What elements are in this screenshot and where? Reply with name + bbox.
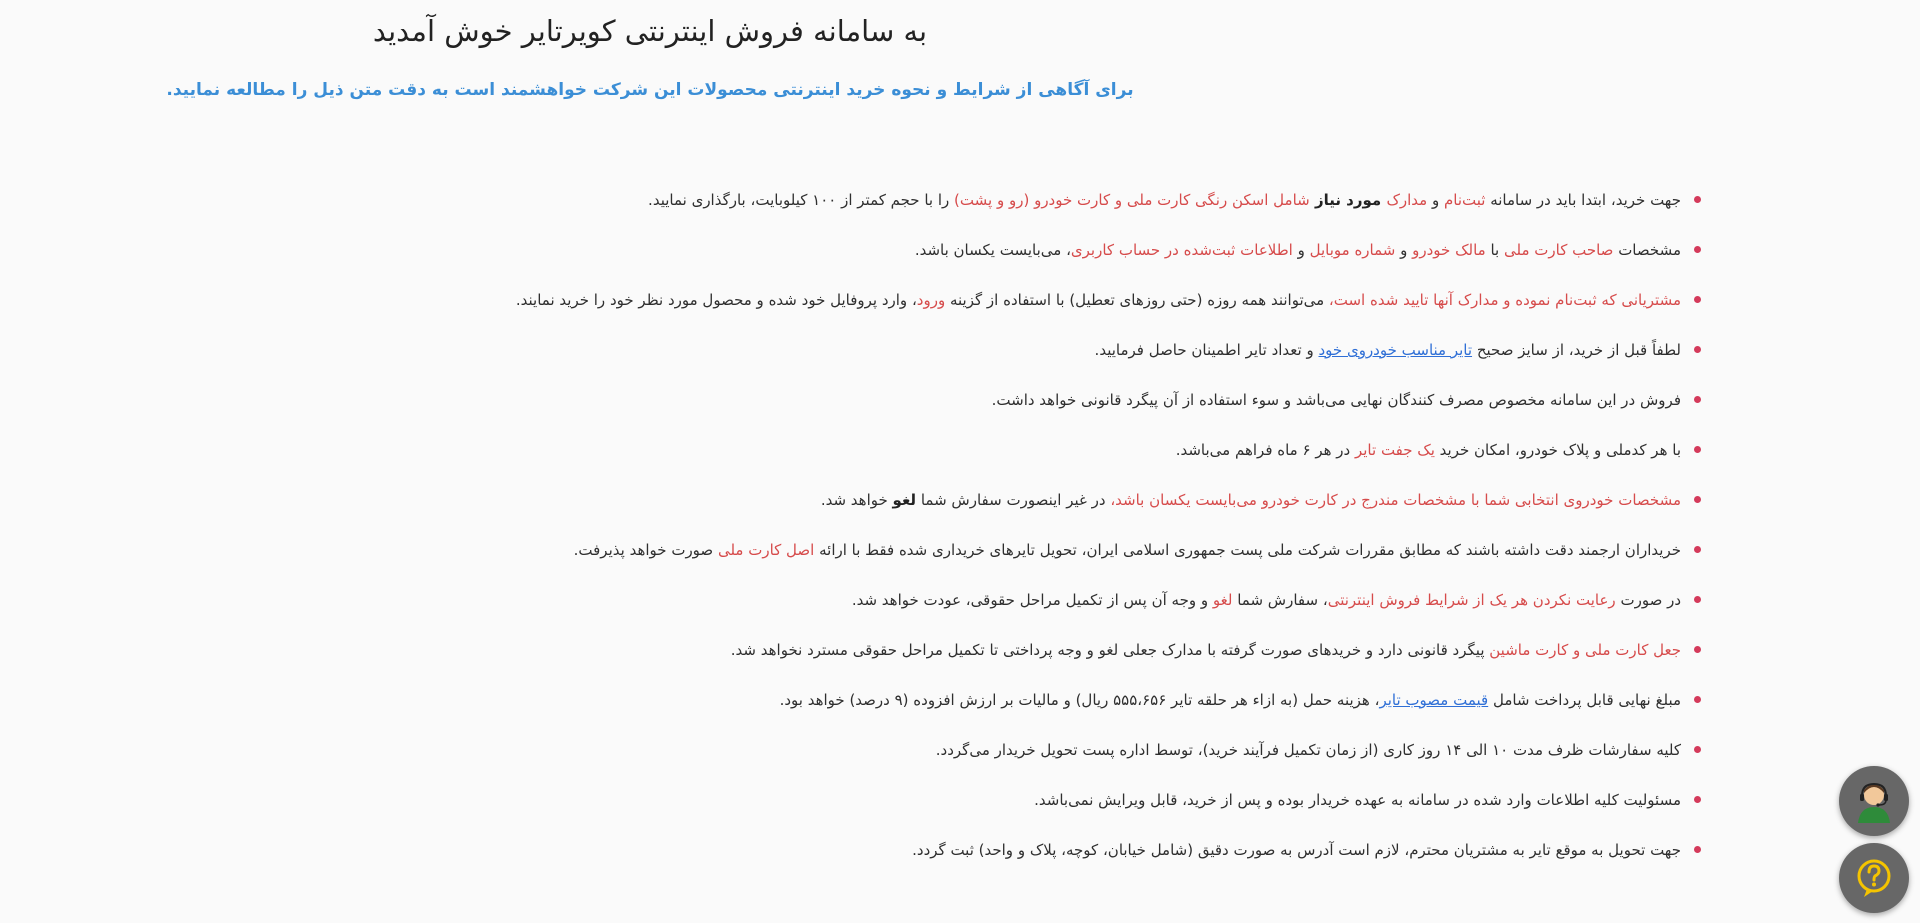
rule-text: لطفاً قبل از خرید، از سایز صحیح — [1472, 341, 1681, 359]
highlight-text: مدارک — [1386, 191, 1428, 209]
bullet-dot — [1694, 246, 1701, 253]
rule-text: پیگرد قانونی دارد و خریدهای صورت گرفته با مدارک جعلی لغو و وجه پرداختی تا تکمیل مراحل حقوقی مسترد نخواهد شد. — [730, 641, 1490, 659]
rule-text: و تعداد تایر اطمینان حاصل فرمایید. — [1094, 341, 1319, 359]
list-item — [215, 690, 1705, 740]
page-title: به سامانه فروش اینترنتی کویرتایر خوش آمدید — [372, 14, 928, 48]
list-item — [215, 340, 1705, 390]
list-item — [215, 290, 1705, 340]
bold-text: لغو — [892, 491, 917, 509]
highlight-text: رعایت نکردن هر یک از شرایط فروش اینترنتی — [1327, 591, 1616, 609]
rule-text: می‌توانند همه روزه (حتی روزهای تعطیل) با استفاده از گزینه — [945, 291, 1329, 309]
highlight-text: مشتریانی که ثبت‌نام نموده و مدارک آنها تایید شده است، — [1328, 291, 1681, 309]
list-item — [215, 590, 1705, 640]
rule-text: و وجه آن پس از تکمیل مراحل حقوقی، عودت خواهد شد. — [851, 591, 1213, 609]
bullet-dot — [1694, 396, 1701, 403]
rule-text: خریداران ارجمند دقت داشته باشند که مطابق مقررات شرکت ملی پست جمهوری اسلامی ایران، تحویل تایرهای خریداری شده فقط با ارائه — [814, 541, 1681, 559]
question-chat-icon — [1852, 856, 1896, 900]
rule-text: مبلغ نهایی قابل پرداخت شامل — [1488, 691, 1681, 709]
list-item — [215, 640, 1705, 690]
rule-text: مشخصات — [1613, 241, 1681, 259]
bullet-dot — [1694, 596, 1701, 603]
rule-text: ، هزینه حمل (به ازاء هر حلقه تایر ۵۵۵،۶۵۶ ریال) و مالیات بر ارزش افزوده (۹ درصد) خواهد بود. — [779, 691, 1380, 709]
highlight-text: صاحب کارت ملی — [1503, 241, 1614, 259]
list-item — [215, 190, 1705, 240]
rule-text: با هر کدملی و پلاک خودرو، امکان خرید — [1434, 441, 1681, 459]
link[interactable]: تایر مناسب خودروی خود — [1318, 341, 1473, 359]
bullet-dot — [1694, 446, 1701, 453]
bullet-dot — [1694, 296, 1701, 303]
bullet-dot — [1694, 546, 1701, 553]
rule-text: با — [1485, 241, 1504, 259]
highlight-text: شماره موبایل — [1309, 241, 1396, 259]
rule-text: و — [1395, 241, 1413, 259]
bold-text: مورد نیاز — [1309, 191, 1387, 209]
bullet-dot — [1694, 346, 1701, 353]
list-item — [215, 790, 1705, 840]
highlight-text: ثبت‌نام — [1443, 191, 1486, 209]
rule-text: کلیه سفارشات ظرف مدت ۱۰ الی ۱۴ روز کاری (از زمان تکمیل فرآیند خرید)، توسط اداره پست تحویل خریدار می‌گردد. — [935, 741, 1681, 759]
rule-text: و — [1427, 191, 1444, 209]
list-item — [215, 540, 1705, 590]
highlight-text: یک جفت تایر — [1354, 441, 1435, 459]
rule-text: را با حجم کمتر از ۱۰۰ کیلوبایت، بارگذاری نمایید. — [648, 191, 955, 209]
highlight-text: مشخصات خودروی انتخابی شما با مشخصات مندرج در کارت خودرو می‌بایست یکسان باشد، — [1110, 491, 1681, 509]
rule-text: در صورت — [1615, 591, 1681, 609]
rule-text: ، می‌بایست یکسان باشد. — [914, 241, 1071, 259]
list-item — [215, 490, 1705, 540]
bullet-dot — [1694, 796, 1701, 803]
rule-text: جهت تحویل به موقع تایر به مشتریان محترم، لازم است آدرس به صورت دقیق (شامل خیابان، کوچه، پلاک و واحد) ثبت گردد. — [912, 841, 1681, 859]
bullet-dot — [1694, 846, 1701, 853]
rule-text: در هر ۶ ماه فراهم می‌باشد. — [1175, 441, 1355, 459]
rule-text: صورت خواهد پذیرفت. — [573, 541, 718, 559]
highlight-text: اطلاعات ثبت‌شده در حساب کاربری — [1070, 241, 1293, 259]
rule-text: ، وارد پروفایل خود شده و محصول مورد نظر خود را خرید نمایند. — [515, 291, 917, 309]
highlight-text: جعل کارت ملی و کارت ماشین — [1489, 641, 1681, 659]
rules-list — [215, 190, 1705, 890]
list-item — [215, 390, 1705, 440]
rule-text: مسئولیت کلیه اطلاعات وارد شده در سامانه به عهده خریدار بوده و پس از خرید، قابل ویرایش نمی‌باشد. — [1034, 791, 1681, 809]
link[interactable]: قیمت مصوب تایر — [1379, 691, 1489, 709]
bullet-dot — [1694, 646, 1701, 653]
bullet-dot — [1694, 696, 1701, 703]
highlight-text: اصل کارت ملی — [717, 541, 815, 559]
rule-text: ، سفارش شما — [1232, 591, 1328, 609]
list-item — [215, 840, 1705, 890]
list-item — [215, 440, 1705, 490]
list-item — [215, 740, 1705, 790]
rule-text: فروش در این سامانه مخصوص مصرف کنندگان نهایی می‌باشد و سوء استفاده از آن پیگرد قانونی خواهد داشت. — [991, 391, 1681, 409]
list-item — [215, 240, 1705, 290]
highlight-text: ورود — [916, 291, 946, 309]
bullet-dot — [1694, 496, 1701, 503]
rule-text: خواهد شد. — [820, 491, 893, 509]
rule-text: در غیر اینصورت سفارش شما — [916, 491, 1111, 509]
support-agent-icon — [1852, 779, 1896, 823]
highlight-text: لغو — [1212, 591, 1233, 609]
support-chat-button[interactable] — [1839, 766, 1909, 836]
highlight-text: مالک خودرو — [1412, 241, 1486, 259]
page-subtitle: برای آگاهی از شرایط و نحوه خرید اینترنتی محصولات این شرکت خواهشمند است به دقت متن ذیل را مطالعه نمایید. — [166, 80, 1134, 100]
bullet-dot — [1694, 196, 1701, 203]
bullet-dot — [1694, 746, 1701, 753]
highlight-text: شامل اسکن رنگی کارت ملی و کارت خودرو (رو و پشت) — [954, 191, 1310, 209]
rule-text: جهت خرید، ابتدا باید در سامانه — [1485, 191, 1681, 209]
rule-text: و — [1292, 241, 1310, 259]
help-chat-button[interactable] — [1839, 843, 1909, 913]
